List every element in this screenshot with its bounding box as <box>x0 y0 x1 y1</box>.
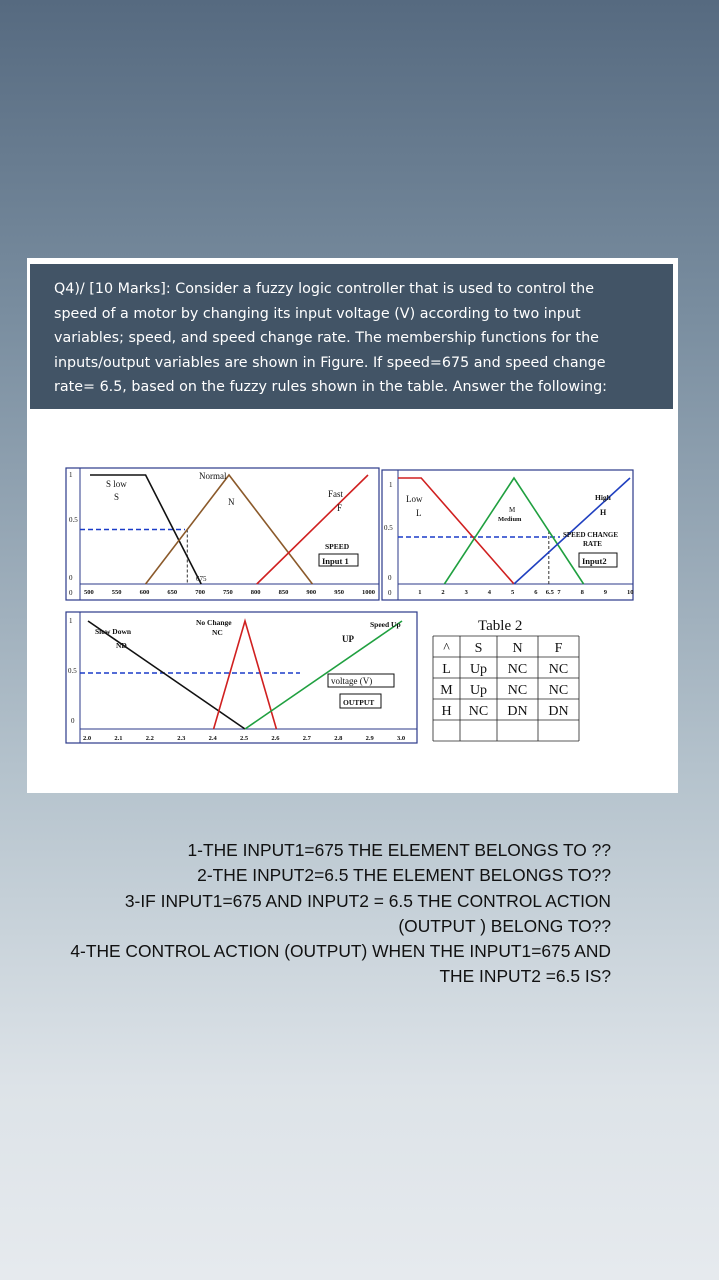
rate-box-label: Input2 <box>582 556 607 566</box>
speed-xtick: 700 <box>195 589 205 596</box>
voltage-xtick: 2.4 <box>208 735 217 742</box>
table-cell: DN <box>507 704 528 719</box>
voltage-xtick: 2.0 <box>83 735 92 742</box>
table-cell: NC <box>548 662 569 677</box>
speed-xtick: 900 <box>306 589 317 596</box>
table-cell: NC <box>507 683 528 698</box>
slow-label: S low <box>106 479 127 489</box>
voltage-series-NC <box>214 621 277 729</box>
question-line: 2-THE INPUT2=6.5 THE ELEMENT BELONGS TO?? <box>197 865 611 886</box>
low-short: L <box>416 508 422 518</box>
voltage-xtick: 2.3 <box>177 735 186 742</box>
medium-m: M <box>509 506 516 514</box>
table-row-label: H <box>441 704 452 719</box>
speed-xtick: 500 <box>84 589 94 596</box>
voltage-xtick: 2.5 <box>240 735 249 742</box>
voltage-xtick: 2.8 <box>334 735 343 742</box>
voltage-xtick: 2.9 <box>365 735 374 742</box>
table-title: Table 2 <box>478 618 523 634</box>
rate-xtick: 9 <box>603 589 608 596</box>
voltage-xtick: 2.2 <box>145 735 154 742</box>
slowdown-label: Slow Down <box>95 627 132 636</box>
speed-xtick: 1000 <box>362 589 375 596</box>
speed-xtick: 850 <box>278 589 289 596</box>
table-cell: Up <box>469 662 488 677</box>
nochange-short: NC <box>212 628 223 637</box>
rate-y0: 0 <box>388 574 392 582</box>
fast-label: Fast <box>328 489 344 499</box>
slow-short: S <box>114 492 120 502</box>
table-cell: DN <box>548 704 569 719</box>
rate-chart <box>382 470 634 600</box>
medium-label: Medium <box>498 516 522 523</box>
rate-y0b: 0 <box>388 589 392 597</box>
table-corner: ^ <box>443 641 450 656</box>
speed-xtick: 600 <box>139 589 150 596</box>
rate-xtick: 4 <box>487 589 492 596</box>
rate-title1: SPEED CHANGE <box>563 531 619 539</box>
normal-short: N <box>228 497 235 507</box>
speed-y0b: 0 <box>69 589 73 597</box>
voltage-xtick: 2.1 <box>114 735 123 742</box>
table-cell: Up <box>469 683 488 698</box>
output-label: OUTPUT <box>343 698 375 707</box>
voltage-xtick: 2.7 <box>302 735 311 742</box>
slowdown-short: ND <box>116 641 127 650</box>
table-cell: NC <box>468 704 489 719</box>
questions-block <box>0 838 611 990</box>
question-line: THE INPUT2 =6.5 IS? <box>439 966 611 987</box>
table-row-label: L <box>442 662 451 677</box>
question-line: 3-IF INPUT1=675 AND INPUT2 = 6.5 THE CONTROL ACTION <box>124 890 611 911</box>
table-row-label: M <box>440 683 453 698</box>
rate-xtick: 1 <box>418 589 422 596</box>
voltage-chart <box>66 612 417 743</box>
speed-title: SPEED <box>325 542 350 551</box>
speed-xtick: 750 <box>223 589 233 596</box>
header-line: rate= 6.5, based on the fuzzy rules shown in the table. Answer the following: <box>54 379 607 395</box>
rate-xtick: 10 <box>627 589 634 596</box>
rate-xtick: 6 <box>534 589 538 596</box>
header-line: variables; speed, and speed change rate. The membership functions for the <box>54 330 599 346</box>
nochange-label: No Change <box>196 618 232 627</box>
speed-annotation: 675 <box>196 575 207 583</box>
rate-y05: 0.5 <box>384 524 393 532</box>
voltage-xtick: 3.0 <box>397 735 406 742</box>
high-short: H <box>600 508 607 517</box>
speed-xtick: 650 <box>167 589 178 596</box>
speed-y0: 0 <box>69 574 73 582</box>
voltage-y0: 0 <box>71 717 75 725</box>
speedup-short: UP <box>342 634 354 644</box>
rate-xtick: 8 <box>580 589 584 596</box>
table-cell: NC <box>548 683 569 698</box>
low-label: Low <box>406 494 423 504</box>
voltage-series-ND <box>88 621 245 729</box>
rate-title2: RATE <box>583 540 602 548</box>
rate-xtick: 6.5 <box>545 589 554 596</box>
voltage-title: voltage (V) <box>331 676 373 686</box>
speed-y1: 1 <box>69 471 73 479</box>
table-col-header: S <box>474 641 483 656</box>
rate-xtick: 7 <box>557 589 561 596</box>
voltage-y1: 1 <box>69 617 73 625</box>
speed-y05: 0.5 <box>69 516 78 524</box>
speed-xtick: 800 <box>250 589 261 596</box>
voltage-xtick: 2.6 <box>271 735 280 742</box>
speedup-label: Speed Up <box>370 620 401 629</box>
rule-table <box>433 618 579 741</box>
table-cell: NC <box>507 662 528 677</box>
table-col-header: N <box>512 641 523 656</box>
fast-short: F <box>337 503 343 513</box>
speed-box-label: Input 1 <box>322 556 349 566</box>
speed-xtick: 950 <box>334 589 344 596</box>
speed-xtick: 550 <box>111 589 122 596</box>
rate-xtick: 5 <box>511 589 515 596</box>
header-line: speed of a motor by changing its input voltage (V) according to two input <box>54 305 581 322</box>
rate-xtick: 2 <box>441 589 445 596</box>
speed-series-F <box>257 475 368 584</box>
table-col-header: F <box>554 641 563 656</box>
rate-xtick: 3 <box>464 589 468 596</box>
speed-chart <box>66 468 379 600</box>
question-line: (OUTPUT ) BELONG TO?? <box>398 915 611 936</box>
header-line: inputs/output variables are shown in Figure. If speed=675 and speed change <box>54 354 606 371</box>
rate-y1: 1 <box>389 481 393 489</box>
high-label: High <box>595 493 611 502</box>
header-line: Q4)/ [10 Marks]: Consider a fuzzy logic controller that is used to control the <box>54 281 595 297</box>
question-line: 1-THE INPUT1=675 THE ELEMENT BELONGS TO ?? <box>187 840 611 860</box>
voltage-y05: 0.5 <box>68 667 77 675</box>
normal-label: Normal <box>199 471 227 481</box>
question-line: 4-THE CONTROL ACTION (OUTPUT) WHEN THE INPUT1=675 AND <box>70 941 611 962</box>
voltage-series-UP <box>245 621 402 729</box>
